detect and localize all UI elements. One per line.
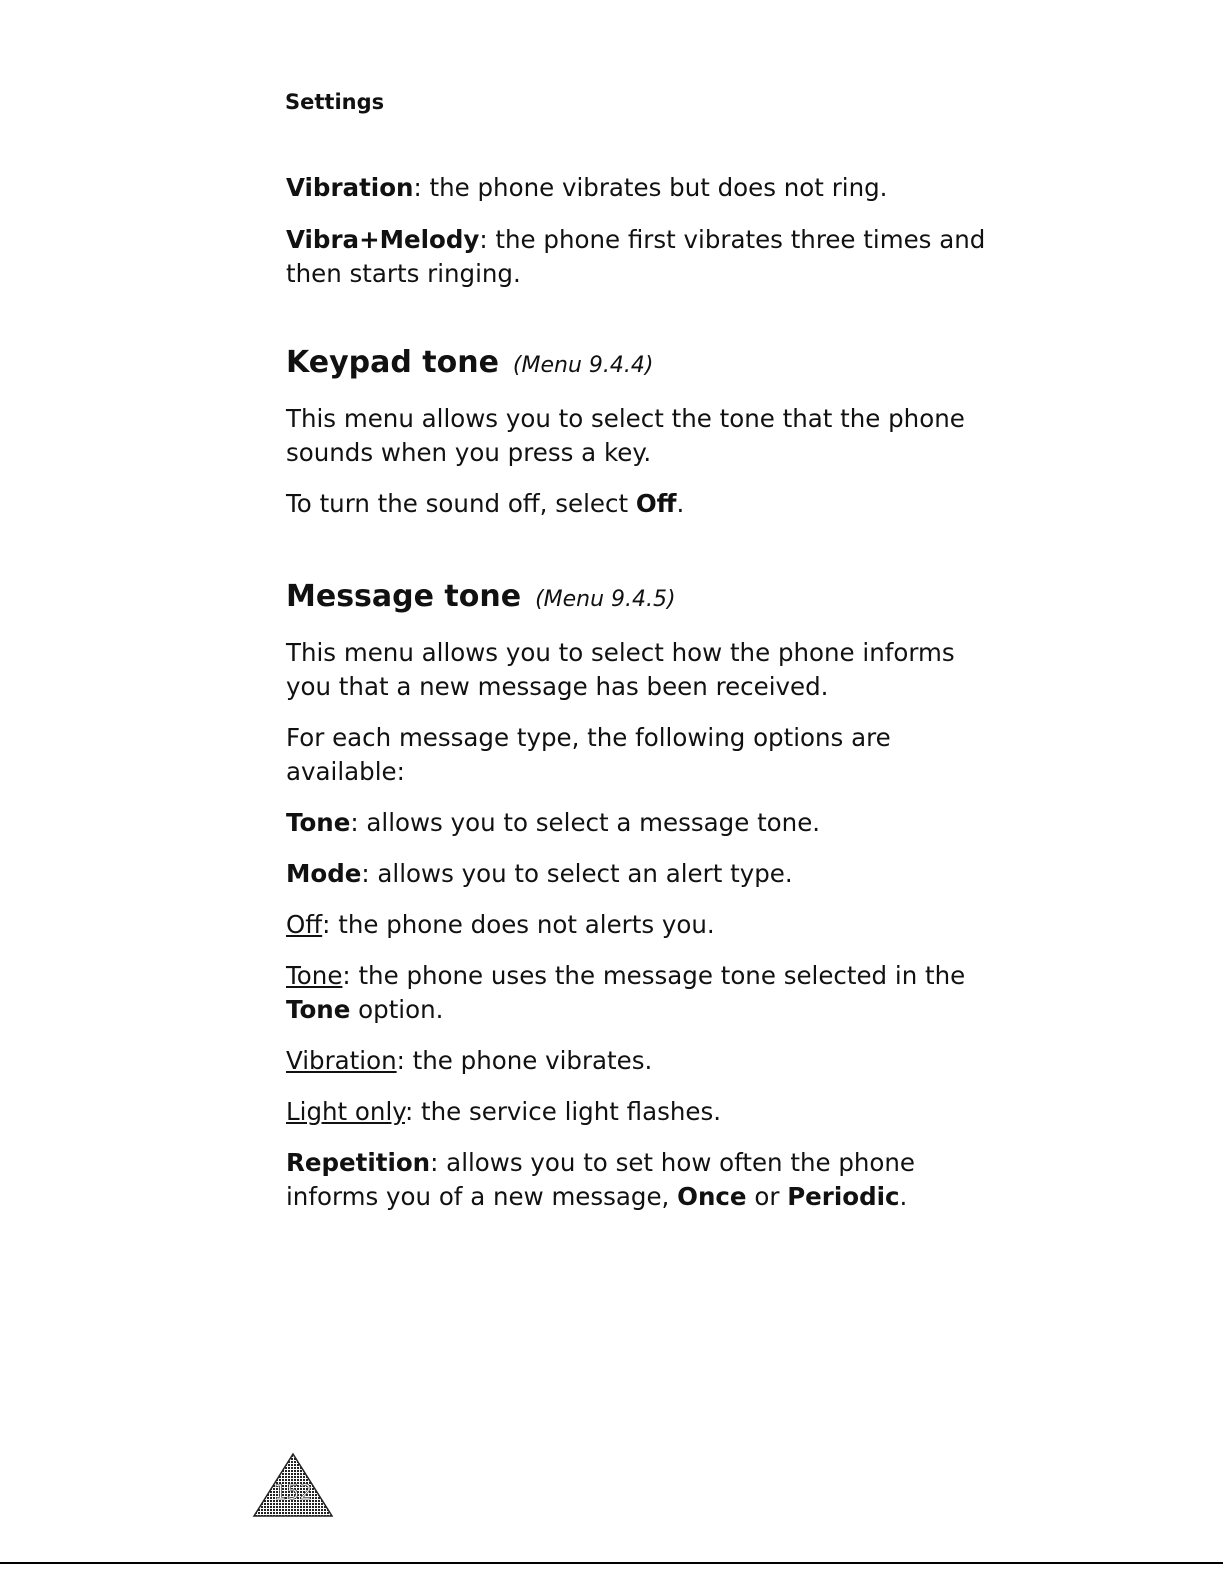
- off-option: [286, 908, 986, 942]
- vibration-term: Vibration: [286, 173, 414, 202]
- light-only-term: Light only: [286, 1097, 405, 1126]
- tone-option-term: Tone: [286, 961, 343, 990]
- repetition-item: [286, 1146, 986, 1214]
- repetition-periodic: Periodic: [787, 1182, 900, 1211]
- keypad-tone-para1: This menu allows you to select the tone that the phone sounds when you press a key.: [286, 404, 965, 467]
- message-tone-menu-ref: (Menu 9.4.5): [535, 587, 676, 612]
- keypad-tone-menu-ref: (Menu 9.4.4): [512, 353, 654, 378]
- tone-term: Tone: [286, 808, 351, 837]
- vibration-option-term: Vibration: [286, 1046, 397, 1075]
- light-only-option: [286, 1095, 986, 1129]
- vibration-desc: : the phone vibrates but does not ring.: [413, 173, 888, 202]
- vibra-melody-desc: : the phone first vibrates three times and then starts ringing.: [286, 225, 986, 288]
- page-number-triangle-icon: [252, 1452, 334, 1518]
- light-only-desc: : the service light flashes.: [404, 1097, 722, 1126]
- repetition-term: Repetition: [286, 1148, 431, 1177]
- off-desc: : the phone does not alerts you.: [322, 910, 715, 939]
- keypad-tone-para2-prefix: To turn the sound off, select: [286, 489, 636, 518]
- vibration-option-desc: : the phone vibrates.: [396, 1046, 653, 1075]
- repetition-end: .: [899, 1182, 908, 1211]
- vibration-option: [286, 1044, 986, 1078]
- page-number: 152: [273, 1480, 313, 1504]
- off-term: Off: [286, 910, 323, 939]
- tone-option-desc-prefix: : the phone uses the message tone selected in the: [342, 961, 966, 990]
- keypad-tone-para2-suffix: .: [676, 489, 685, 518]
- keypad-tone-para2: [286, 487, 986, 521]
- mode-item: [286, 857, 986, 891]
- repetition-once: Once: [677, 1182, 747, 1211]
- keypad-tone-off: Off: [635, 489, 677, 518]
- keypad-tone-heading: [286, 343, 986, 386]
- message-tone-para2: For each message type, the following options are available:: [286, 723, 891, 786]
- mode-desc: : allows you to select an alert type.: [361, 859, 793, 888]
- vibra-melody-item: [286, 223, 986, 291]
- message-tone-heading: [286, 577, 986, 620]
- tone-desc: : allows you to select a message tone.: [350, 808, 821, 837]
- keypad-tone-title: Keypad tone: [286, 345, 499, 380]
- repetition-desc-prefix: : allows you to set how often the phone informs you of a new message,: [286, 1148, 915, 1211]
- page-body: [286, 168, 986, 1214]
- tone-item: [286, 806, 986, 840]
- tone-option: [286, 959, 986, 1027]
- vibra-melody-term: Vibra+Melody: [286, 225, 480, 254]
- message-tone-para1: This menu allows you to select how the phone informs you that a new message has been received.: [286, 638, 955, 701]
- bottom-rule: [0, 1562, 1223, 1564]
- repetition-or: or: [746, 1182, 788, 1211]
- tone-option-desc-suffix: option.: [350, 995, 444, 1024]
- vibration-item: [286, 171, 986, 205]
- running-header: Settings: [285, 90, 385, 114]
- message-tone-title: Message tone: [286, 579, 522, 614]
- tone-option-bold: Tone: [286, 995, 351, 1024]
- mode-term: Mode: [286, 859, 362, 888]
